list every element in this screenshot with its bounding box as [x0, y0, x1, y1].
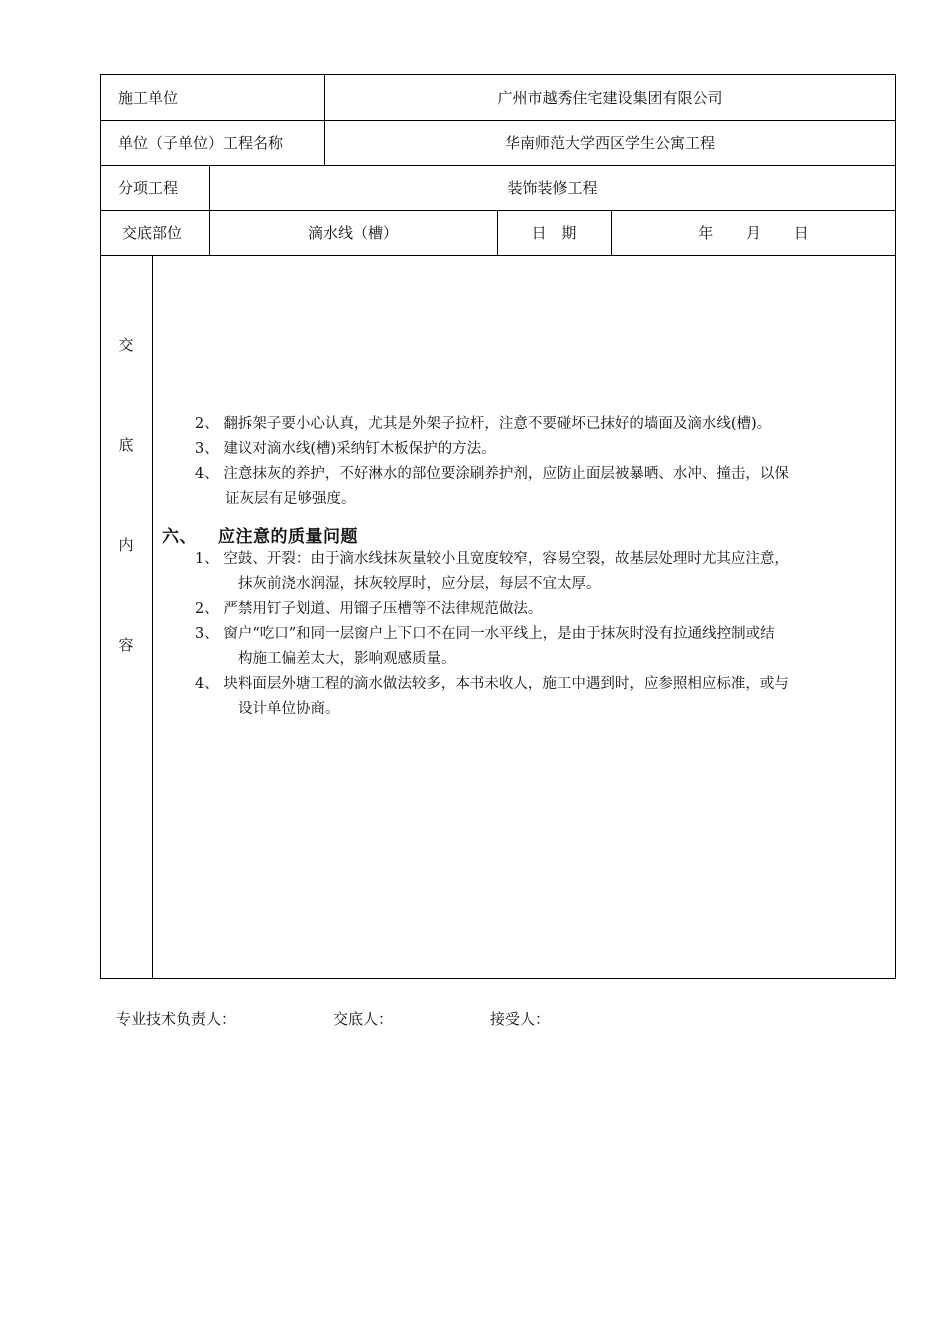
project-name-label: 单位（子单位）工程名称	[118, 134, 284, 152]
content-paragraph-cont: 证灰层有足够强度。	[225, 491, 356, 507]
col-divider	[152, 255, 153, 979]
project-name-value: 华南师范大学西区学生公寓工程	[504, 134, 715, 152]
content-label-char: 底	[118, 436, 134, 454]
quality-item: 1、 空鼓、开裂：由于滴水线抹灰量较小且宽度较窄，容易空裂，故基层处理时尤其应注意，	[195, 551, 789, 567]
section-number: 六、	[162, 527, 197, 547]
section-title: 应注意的质量问题	[218, 527, 358, 547]
receiver-label: 接受人：	[490, 1010, 551, 1028]
presenter-label: 交底人：	[333, 1010, 394, 1028]
date-value: 年 月 日	[698, 224, 809, 242]
date-label: 日 期	[531, 224, 577, 242]
location-value: 滴水线（槽）	[307, 224, 398, 242]
content-paragraph: 4、 注意抹灰的养护，不好淋水的部位要涂刷养护剂，应防止面层被暴晒、水冲、撞击，以保	[195, 466, 789, 482]
tech-lead-label: 专业技术负责人：	[116, 1010, 237, 1028]
quality-item-cont: 构施工偏差太大，影响观感质量。	[238, 651, 456, 667]
sub-project-value: 装饰装修工程	[507, 179, 598, 197]
row-divider	[100, 210, 896, 211]
row-divider	[100, 120, 896, 121]
row-divider	[100, 255, 896, 256]
quality-item-cont: 设计单位协商。	[238, 701, 340, 717]
quality-item: 4、 块料面层外塘工程的滴水做法较多，本书未收人，施工中遇到时，应参照相应标准，或与	[195, 676, 789, 692]
content-paragraph: 2、 翻拆架子要小心认真，尤其是外架子拉杆，注意不要碰坏已抹好的墙面及滴水线(槽)。	[195, 416, 772, 432]
content-label-char: 容	[118, 636, 134, 654]
quality-item: 2、 严禁用钉子划道、用镏子压槽等不法律规范做法。	[195, 601, 543, 617]
row-divider	[100, 165, 896, 166]
content-label-char: 内	[118, 536, 134, 554]
location-label: 交底部位	[122, 224, 183, 242]
construction-unit-label: 施工单位	[118, 89, 179, 107]
quality-item-cont: 抹灰前浇水润湿，抹灰较厚时，应分层，每层不宜太厚。	[238, 576, 601, 592]
quality-item: 3、 窗户“吃口”和同一层窗户上下口不在同一水平线上，是由于抹灰时没有拉通线控制或结	[195, 626, 775, 642]
sub-project-label: 分项工程	[118, 179, 179, 197]
content-label-char: 交	[118, 336, 134, 354]
content-paragraph: 3、 建议对滴水线(槽)采纳钉木板保护的方法。	[195, 441, 496, 457]
construction-unit-value: 广州市越秀住宅建设集团有限公司	[497, 89, 723, 107]
